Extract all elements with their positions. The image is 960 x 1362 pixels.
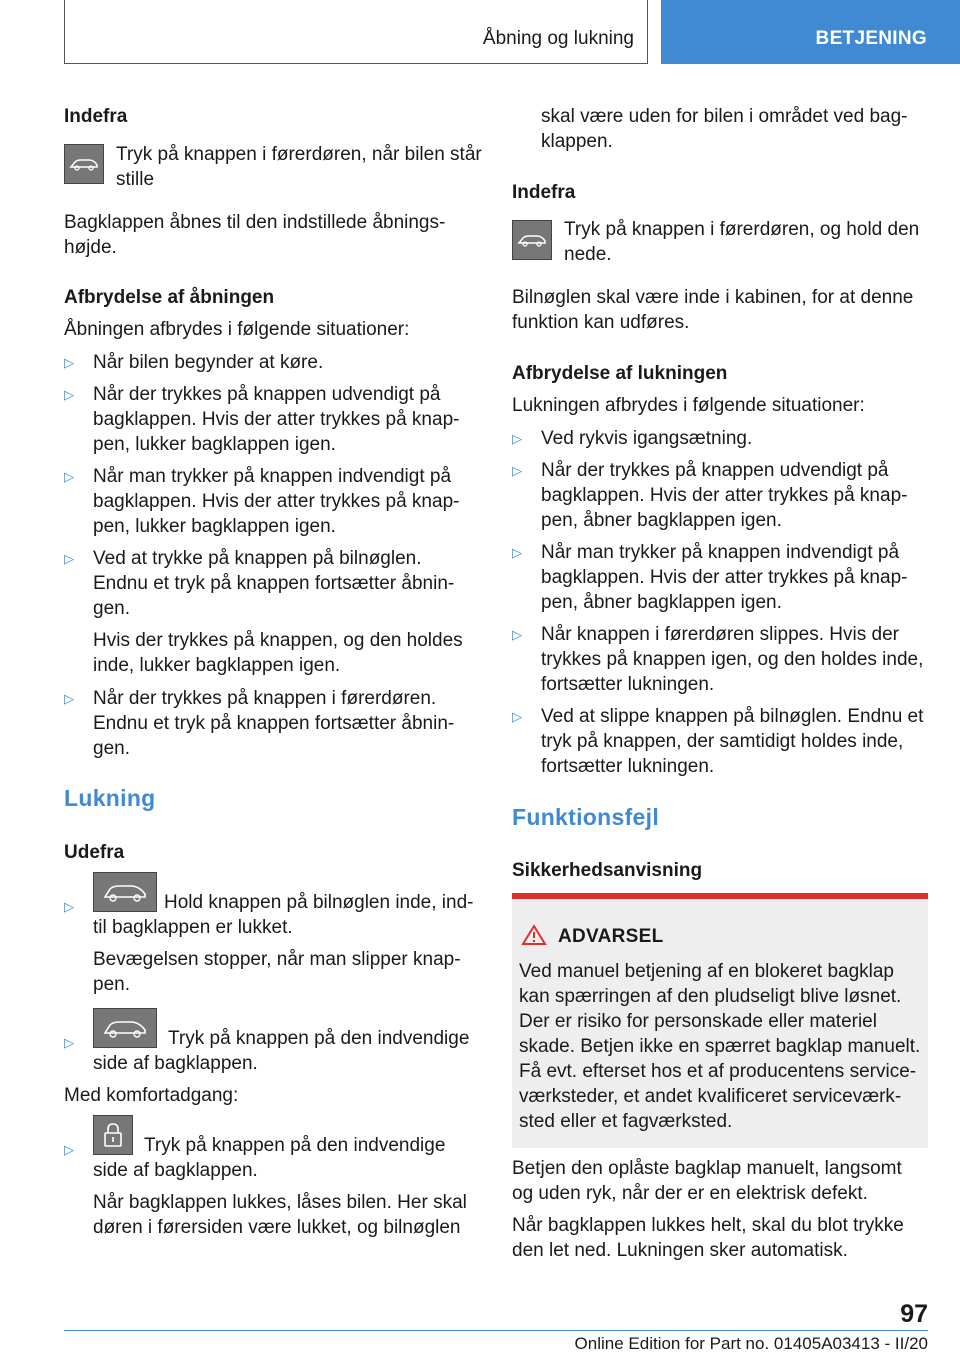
afbrydelse-intro: Åbningen afbrydes i følgende situationer:: [64, 319, 410, 340]
heading-udefra: Udefra: [64, 842, 125, 863]
bullet-triangle-icon: ▷: [64, 899, 74, 914]
indefra-text-line1: Tryk på knappen i førerdøren, når bilen står: [116, 144, 482, 165]
footer-divider: [64, 1330, 928, 1331]
bullet-triangle-icon: ▷: [512, 431, 522, 446]
list-item: ▷ Når der trykkes på knappen i førerdøren. Endnu et tryk på knappen fortsætter åbnin‐ gen.: [64, 688, 455, 759]
heading-afbrydelse-lukning: Afbrydelse af lukningen: [512, 363, 728, 384]
bullet-triangle-icon: ▷: [64, 1142, 74, 1157]
warning-title: ADVARSEL: [558, 926, 664, 947]
list-item: ▷ Ved at trykke på knappen på bilnøglen. Endnu et tryk på knappen fortsætter åbnin‐ gen. Hvis der trykkes på knappen, og den holdes inde, lukker bagklappen igen.: [64, 548, 463, 676]
komfort-label: Med komfortadgang:: [64, 1085, 239, 1106]
chapter-tab[interactable]: BETJENING: [661, 0, 960, 64]
indefra-text-line2: stille: [116, 169, 155, 190]
continued-text-line2: klappen.: [541, 131, 613, 152]
bullet-triangle-icon: ▷: [64, 551, 74, 566]
list-item: ▷ Når man trykker på knappen indvendigt på bagklappen. Hvis der atter trykkes på knap‐ pen, lukker bagklappen igen.: [64, 466, 460, 537]
edition-info: Online Edition for Part no. 01405A03413 - II/20: [574, 1334, 928, 1353]
bullet-triangle-icon: ▷: [512, 627, 522, 642]
warning-box: [512, 893, 928, 1148]
naar-line1: Når bagklappen lukkes helt, skal du blot trykke: [512, 1215, 904, 1236]
car-tailgate-icon: [64, 144, 104, 184]
naar-line2: den let ned. Lukningen sker automatisk.: [512, 1240, 848, 1261]
afbrydelse-lukning-intro: Lukningen afbrydes i følgende situationer:: [512, 395, 865, 416]
betjen-line2: og uden ryk, når der er en elektrisk defekt.: [512, 1183, 868, 1204]
betjen-line1: Betjen den oplåste bagklap manuelt, langsomt: [512, 1158, 902, 1179]
bilnoglen-line1: Bilnøglen skal være inde i kabinen, for at denne: [512, 287, 914, 308]
indefra-right-line1: Tryk på knappen i førerdøren, og hold den: [564, 219, 920, 240]
bagklappen-text-line1: Bagklappen åbnes til den indstillede åbnings‐: [64, 212, 446, 233]
bullet-triangle-icon: ▷: [64, 355, 74, 370]
bullet-triangle-icon: ▷: [512, 545, 522, 560]
bullet-triangle-icon: ▷: [512, 709, 522, 724]
list-item: ▷ Når bilen begynder at køre.: [64, 352, 324, 373]
key-tailgate-button-icon: [93, 872, 157, 912]
list-item: ▷ Tryk på knappen på den indvendige side af bagklappen. Når bagklappen lukkes, låses bilen. Her skal døren i førersiden være lukket, og bilnøglen: [64, 1115, 484, 1240]
bagklappen-text-line2: højde.: [64, 237, 117, 258]
list-item: ▷ Når man trykker på knappen indvendigt på bagklappen. Hvis der atter trykkes på knap‐ pen, åbner bagklappen igen.: [512, 542, 908, 613]
list-item: ▷ Når knappen i førerdøren slippes. Hvis der trykkes på knappen igen, og den holdes inde, fortsætter lukningen.: [512, 624, 924, 695]
bullet-triangle-icon: ▷: [64, 387, 74, 402]
list-item: ▷ Tryk på knappen på den indvendige side af bagklappen.: [64, 1008, 484, 1073]
section-title: Åbning og lukning: [482, 28, 634, 49]
bilnoglen-line2: funktion kan udføres.: [512, 312, 690, 333]
list-item: ▷ Ved rykvis igangsætning.: [512, 428, 753, 449]
lock-icon: [93, 1115, 133, 1155]
list-item: ▷ Når der trykkes på knappen udvendigt på bagklappen. Hvis der atter trykkes på knap‐ pen, lukker bagklappen igen.: [64, 384, 460, 455]
page-number: 97: [900, 1300, 928, 1328]
heading-afbrydelse-aabning: Afbrydelse af åbningen: [64, 287, 275, 308]
heading-sikkerhedsanvisning: Sikkerhedsanvisning: [512, 860, 703, 881]
bullet-triangle-icon: ▷: [64, 1035, 74, 1050]
list-item: ▷ Ved at slippe knappen på bilnøglen. Endnu et tryk på knappen, der samtidigt holdes inde, fortsætter lukningen.: [512, 706, 924, 777]
bullet-triangle-icon: ▷: [64, 469, 74, 484]
car-tailgate-icon: [512, 220, 552, 260]
list-item: ▷ Hold knappen på bilnøglen inde, ind‐ til bagklappen er lukket. Bevægelsen stopper, når man slipper knap‐ pen.: [64, 872, 484, 997]
warning-triangle-icon: [521, 924, 547, 946]
list-item: ▷ Når der trykkes på knappen udvendigt på bagklappen. Hvis der atter trykkes på knap‐ pen, åbner bagklappen igen.: [512, 460, 908, 531]
tailgate-inner-button-icon: [93, 1008, 157, 1048]
continued-text-line1: skal være uden for bilen i området ved bag‐: [541, 106, 908, 127]
heading-indefra: Indefra: [64, 106, 128, 127]
bullet-triangle-icon: ▷: [64, 691, 74, 706]
bullet-triangle-icon: ▷: [512, 463, 522, 478]
heading-indefra-right: Indefra: [512, 182, 576, 203]
warning-text: Ved manuel betjening af en blokeret bagklap kan spærringen af den pludseligt blive løsnet. Der er risiko for personskade eller materiel skade. Betjen ikke en spærret bagklap manuelt. Få evt. efterset hos et af producentens service‐ værksteder, et andet kvalificeret serviceværk‐ sted eller et fagværksted.: [519, 961, 921, 1132]
indefra-right-line2: nede.: [564, 244, 612, 265]
heading-funktionsfejl: Funktionsfejl: [512, 804, 660, 830]
heading-lukning: Lukning: [64, 785, 156, 811]
